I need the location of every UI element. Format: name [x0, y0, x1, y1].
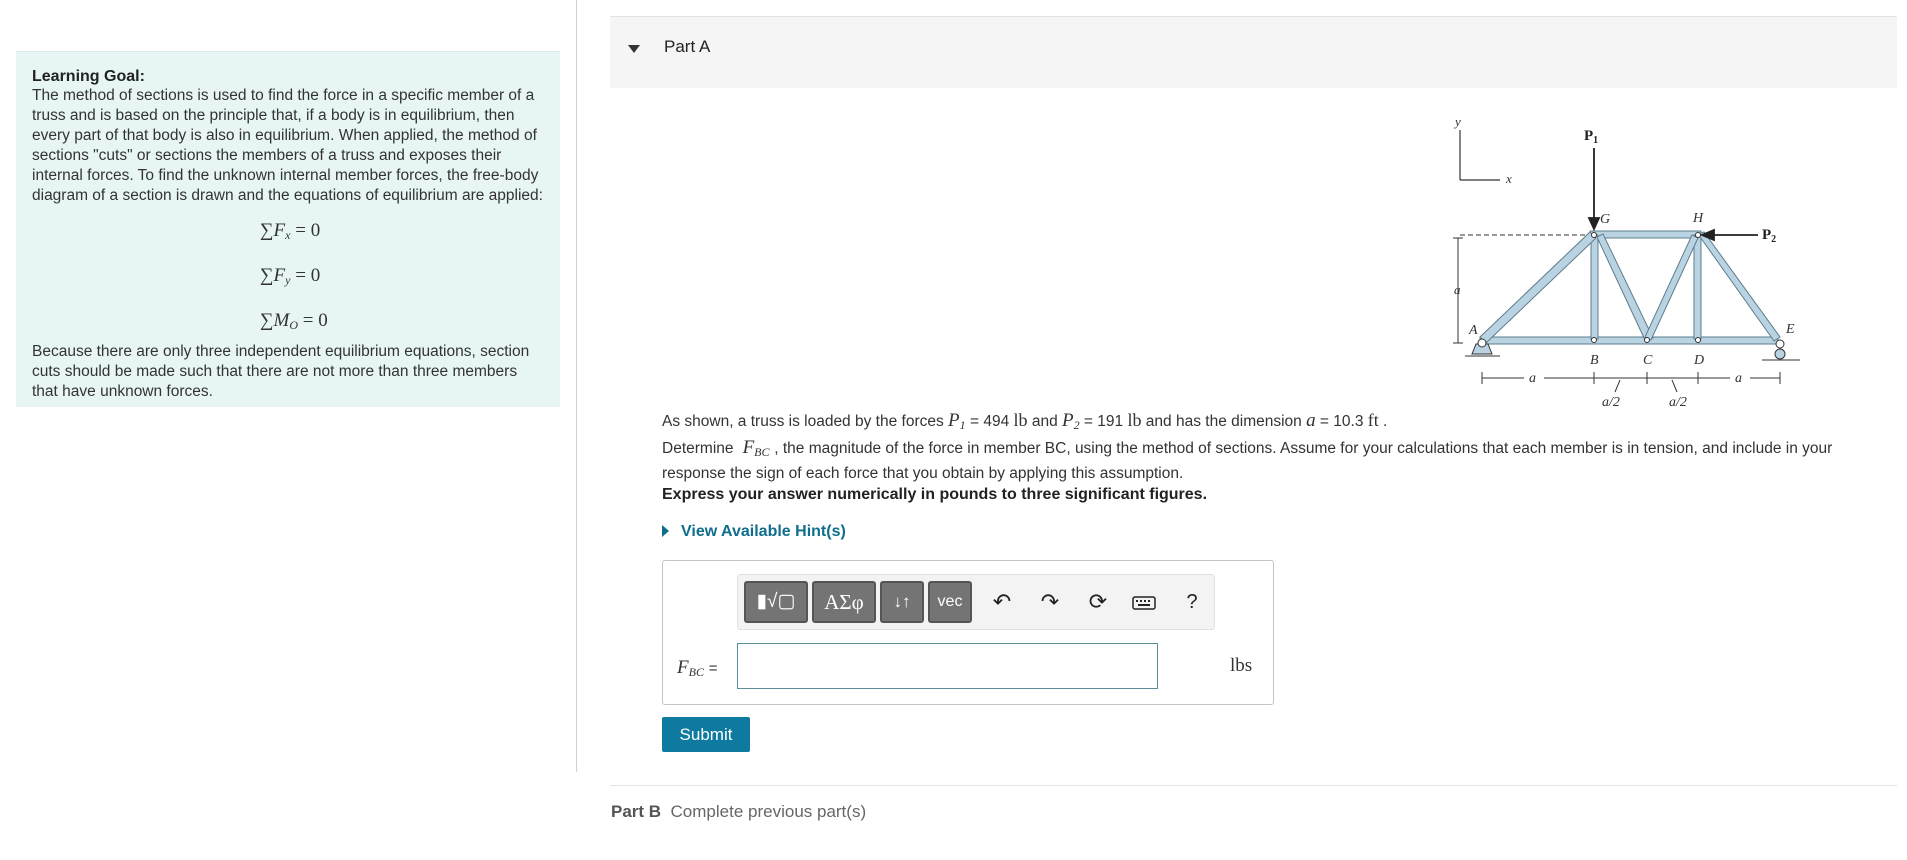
keyboard-icon[interactable] [1126, 583, 1162, 621]
answer-box [662, 560, 1274, 705]
axis-x-label: x [1506, 171, 1512, 186]
view-hints-link[interactable]: View Available Hint(s) [662, 523, 846, 541]
force-p2-arrow-icon [1702, 230, 1758, 240]
answer-label: $F_{BC}$ = [677, 657, 718, 679]
learning-goal-panel [16, 51, 560, 407]
equation-sum-mo: $\sum M_O = 0$ [260, 310, 328, 332]
part-b-divider [610, 785, 1897, 786]
part-a-header[interactable] [610, 16, 1897, 88]
collapse-caret-icon[interactable] [628, 45, 640, 53]
templates-button[interactable]: ▮√▢ [744, 581, 808, 623]
axis-y-label: y [1455, 114, 1461, 129]
greek-symbols-button[interactable]: ΑΣφ [812, 581, 876, 623]
math-toolbar [737, 574, 1215, 630]
dimension-a-vertical: a [1454, 282, 1461, 297]
dimension-half-a-left: a/2 [1602, 395, 1620, 410]
answer-instructions: Express your answer numerically in pounds to three significant figures. [662, 486, 1208, 503]
reset-icon[interactable]: ⟳ [1088, 589, 1108, 614]
joint-d-label: D [1694, 353, 1705, 368]
redo-icon[interactable]: ↷ [1040, 589, 1060, 614]
dimension-a-right: a [1735, 371, 1742, 386]
dimension-half-a-right: a/2 [1669, 395, 1687, 410]
part-a-title: Part A [664, 37, 711, 56]
joint-e-label: E [1786, 322, 1795, 337]
learning-goal-outro: Because there are only three independent equilibrium equations, section cuts should be made such that there are not more than three members that have unknown forces. [32, 343, 530, 400]
p2-value: 191 [1097, 413, 1124, 430]
learning-goal-title: Learning Goal: [32, 68, 145, 85]
force-p2-label: $P_2$ [1762, 227, 1777, 245]
truss-members [1480, 231, 1780, 344]
truss-figure [1440, 108, 1830, 414]
axes-icon [1460, 130, 1500, 180]
joint-b-label: B [1590, 353, 1599, 368]
fbc-answer-input[interactable] [737, 643, 1158, 689]
part-b-status: Complete previous part(s) [670, 802, 867, 821]
force-p1-label: $P_1$ [1584, 128, 1599, 146]
answer-unit: lbs [1230, 655, 1253, 676]
joint-c-label: C [1643, 353, 1653, 368]
help-icon[interactable]: ? [1186, 591, 1198, 613]
a-value: 10.3 [1333, 413, 1364, 430]
p1-value: 494 [983, 413, 1010, 430]
part-b-header [611, 802, 866, 822]
dimension-a-left: a [1529, 371, 1536, 386]
problem-statement [662, 410, 1887, 484]
submit-button[interactable]: Submit [662, 717, 750, 752]
column-divider [576, 0, 577, 772]
joint-h-label: H [1693, 211, 1704, 226]
equation-sum-fx: $\sum F_x = 0$ [260, 220, 321, 242]
problem-line-2: Determine $F_{BC}$ , the magnitude of the force in member BC, using the method of sections. Assume for your calculations that each member is in tension, and include in your response the sign of each force that you obtain by applying this assumption. [662, 437, 1833, 482]
part-b-title: Part B [611, 802, 662, 821]
vector-button[interactable]: vec [928, 581, 972, 623]
joint-a-label: A [1469, 323, 1478, 338]
joint-g-label: G [1600, 212, 1611, 227]
problem-line-1: As shown, a truss is loaded by the forces $P_1 = 494$ lb and $P_2 = 191$ lb and has the dimension a = 10.3 ft . [662, 410, 1388, 432]
equation-sum-fy: $\sum F_y = 0$ [260, 265, 321, 287]
learning-goal-intro: The method of sections is used to find the force in a specific member of a truss and is based on the principle that, if a body is in equilibrium, then every part of that body is also in equilibrium. When applied, the method of sections "cuts" or sections the members of a truss and exposes their internal forces. To find the unknown internal member forces, the free-body diagram of a section is drawn and the equations of equilibrium are applied: [32, 87, 543, 204]
expand-triangle-icon [662, 525, 669, 537]
equilibrium-equations [32, 211, 544, 341]
subscript-superscript-button[interactable]: ↓↑ [880, 581, 924, 623]
force-p1-arrow-icon [1589, 148, 1599, 229]
undo-icon[interactable]: ↶ [992, 589, 1012, 614]
